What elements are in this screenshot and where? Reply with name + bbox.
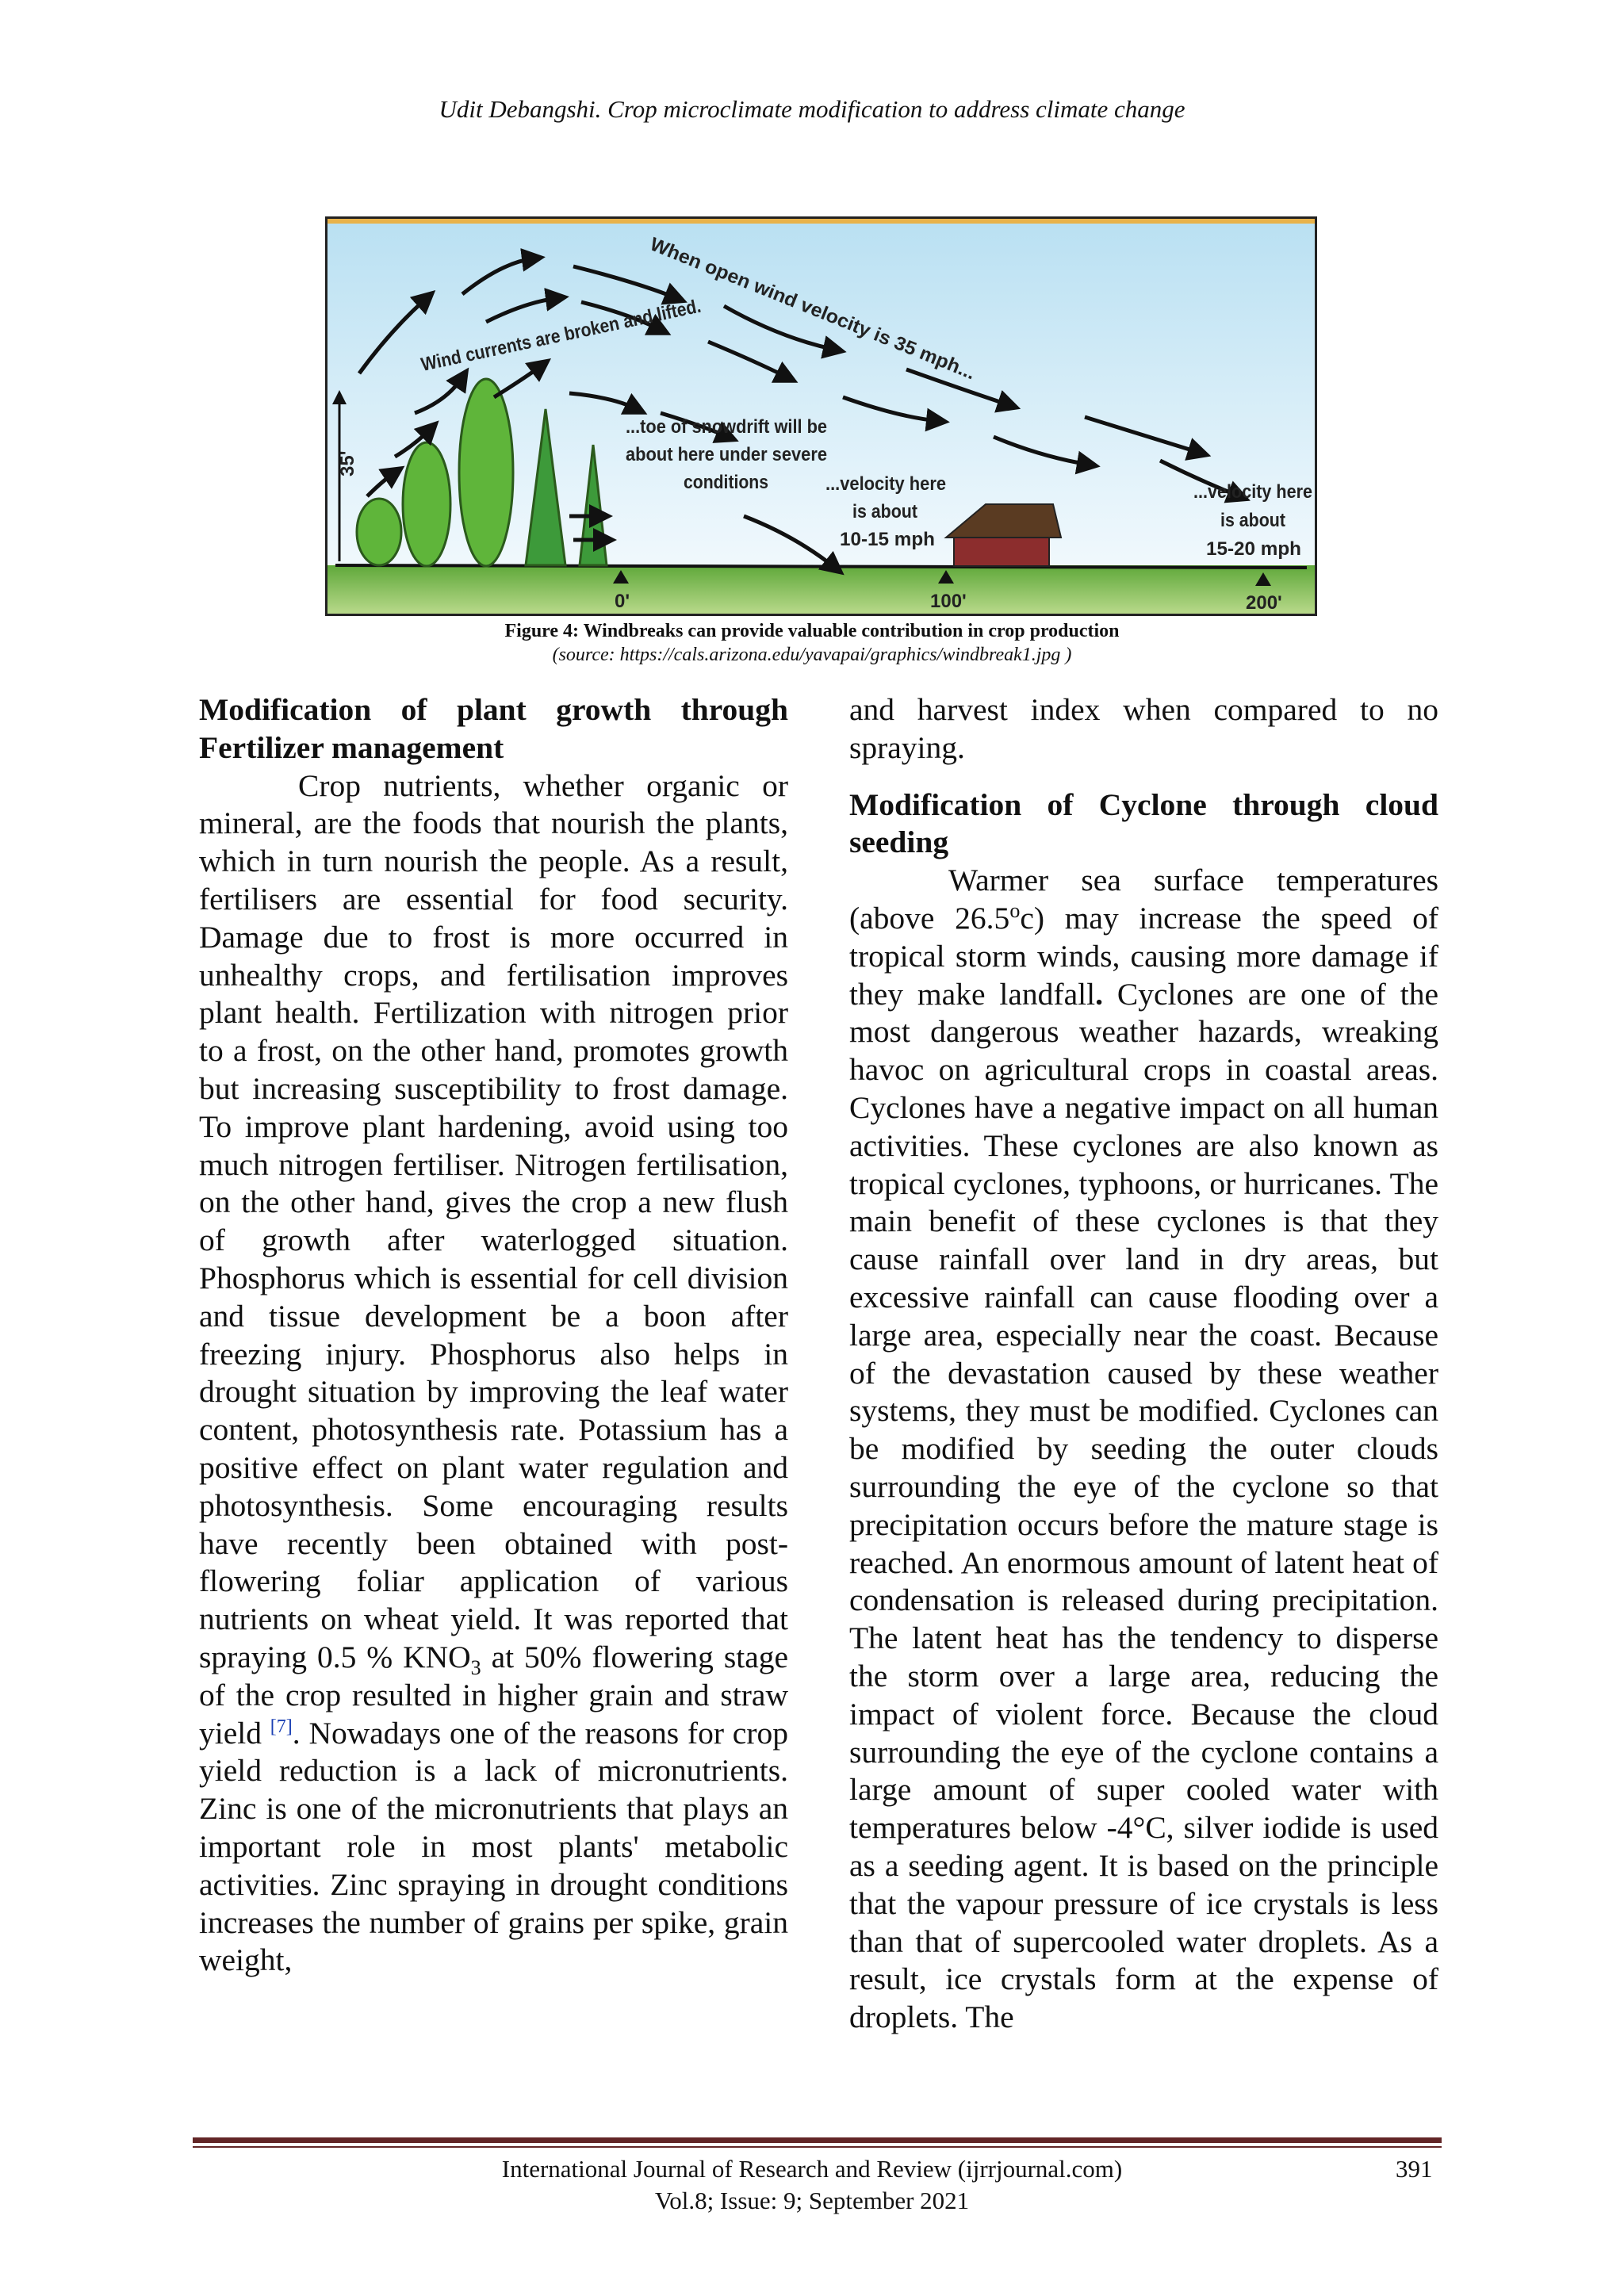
section-heading-cyclone: Modification of Cyclone through cloud seeding <box>849 786 1438 860</box>
windbreak-figure <box>325 216 1317 616</box>
text: Cyclones are one of the most dangerous weather hazards, wreaking havoc on agricultural crops in coastal areas. Cyclones have a negative impact on all human activities. These cyclones are also known as tropical cyclones, typhoons, or hurricanes. The main benefit of these cyclones is that they cause rainfall over land in dry areas, but excessive rainfall can cause flooding over a large area, especially near the coast. Because of the devastation caused by these weather systems, they must be modified. Cyclones can be modified by seeding the outer clouds surrounding the eye of the cyclone so that precipitation occurs before the mature stage is reached. An enormous amount of latent heat of condensation is released during precipitation. The latent heat has the tendency to disperse the storm over a large area, reducing the impact of violent force. Because the cloud surrounding the eye of the cyclone contains a large amount of super cooled water with temperatures below -4°C, silver iodide is used as a seeding agent. It is based on the principle that the vapour pressure of ice crystals is less than that of supercooled water droplets. As a result, ice crystals form at the expense of droplets. The <box>849 976 1439 2035</box>
text: . Nowadays one of the reasons for crop yield reduction is a lack of micronutrients. Zinc is one of the micronutrients that plays an important role in most plants' metabolic activities. Zinc spraying in drought conditions increases the number of grains per spike, grain weight, <box>199 1715 788 1978</box>
subscript: 3 <box>470 1655 481 1679</box>
footer-issue: Vol.8; Issue: 9; September 2021 <box>654 2187 970 2214</box>
distance-100: 100' <box>930 591 967 612</box>
windbreak-illustration <box>327 219 1315 614</box>
section-heading-fertilizer: Modification of plant growth through Fertilizer management <box>199 692 788 765</box>
height-label: 35' <box>337 450 358 476</box>
superscript: o <box>1009 898 1021 922</box>
distance-0: 0' <box>615 591 630 612</box>
paragraph-fertilizer <box>199 767 788 1980</box>
left-column <box>199 691 788 1980</box>
paragraph-cyclone <box>849 862 1438 2037</box>
figure-source: (source: https://cals.arizona.edu/yavapai/graphics/windbreak1.jpg ) <box>552 645 1072 665</box>
ground <box>327 565 1315 614</box>
lifted-label: Wind currents are broken and lifted. <box>419 287 742 376</box>
running-head: Udit Debangshi. Crop microclimate modification to address climate change <box>439 95 1185 123</box>
distance-200: 200' <box>1246 592 1282 614</box>
paragraph-continuation: and harvest index when compared to no spraying. <box>849 692 1438 765</box>
text: at 50% flowering stage of the crop resulted in higher grain and straw yield <box>199 1639 789 1751</box>
footer-rule <box>193 2137 1442 2143</box>
figure-caption: Figure 4: Windbreaks can provide valuable contribution in crop production <box>504 621 1120 641</box>
text: Crop nutrients, whether organic or mineral, are the foods that nourish the plants, which in turn nourish the people. As a result, fertilisers are essential for food security. Damage due to frost is more occurred in unhealthy crops, and fertilisation improves plant health. Fertilization with nitrogen prior to a frost, on the other hand, promotes growth but increasing susceptibility to frost damage. To improve plant hardening, avoid using too much nitrogen fertiliser. Nitrogen fertilisation, on the other hand, gives the crop a new flush of growth after waterlogged situation. Phosphorus which is essential for cell division and tissue development be a boon after freezing injury. Phosphorus also helps in drought situation by improving the leaf water content, photosynthesis rate. Potassium has a positive effect on plant water regulation and photosynthesis. Some encouraging results have recently been obtained with post-flowering foliar application of various nutrients on wheat yield. It was reported that spraying 0.5 % KNO <box>199 767 788 1674</box>
bold-period: . <box>1095 976 1103 1012</box>
citation-link[interactable]: [7] <box>270 1716 293 1737</box>
text: Warmer sea surface temperatures (above 26.5 <box>849 863 1438 936</box>
open-wind-label: When open wind velocity is 35 mph... <box>646 233 967 380</box>
velocity-label-200: ...velocity here <box>1193 481 1312 503</box>
velocity-label-200: 15-20 mph <box>1206 538 1301 560</box>
snowdrift-label: conditions <box>684 472 768 493</box>
velocity-label-100: 10-15 mph <box>840 529 935 550</box>
footer-journal: International Journal of Research and Review (ijrrjournal.com) <box>501 2155 1123 2183</box>
text: c) may increase the speed of tropical storm winds, causing more damage if they make landfall <box>849 900 1439 1012</box>
velocity-label-200: is about <box>1220 510 1285 531</box>
page-number: 391 <box>1396 2155 1433 2183</box>
snowdrift-label: about here under severe <box>626 444 827 465</box>
velocity-label-100: ...velocity here <box>825 473 946 495</box>
velocity-label-100: is about <box>852 501 917 522</box>
right-column <box>849 691 1438 2037</box>
footer-rule-thin <box>193 2146 1442 2148</box>
snowdrift-label: ...toe of snowdrift will be <box>626 416 827 438</box>
